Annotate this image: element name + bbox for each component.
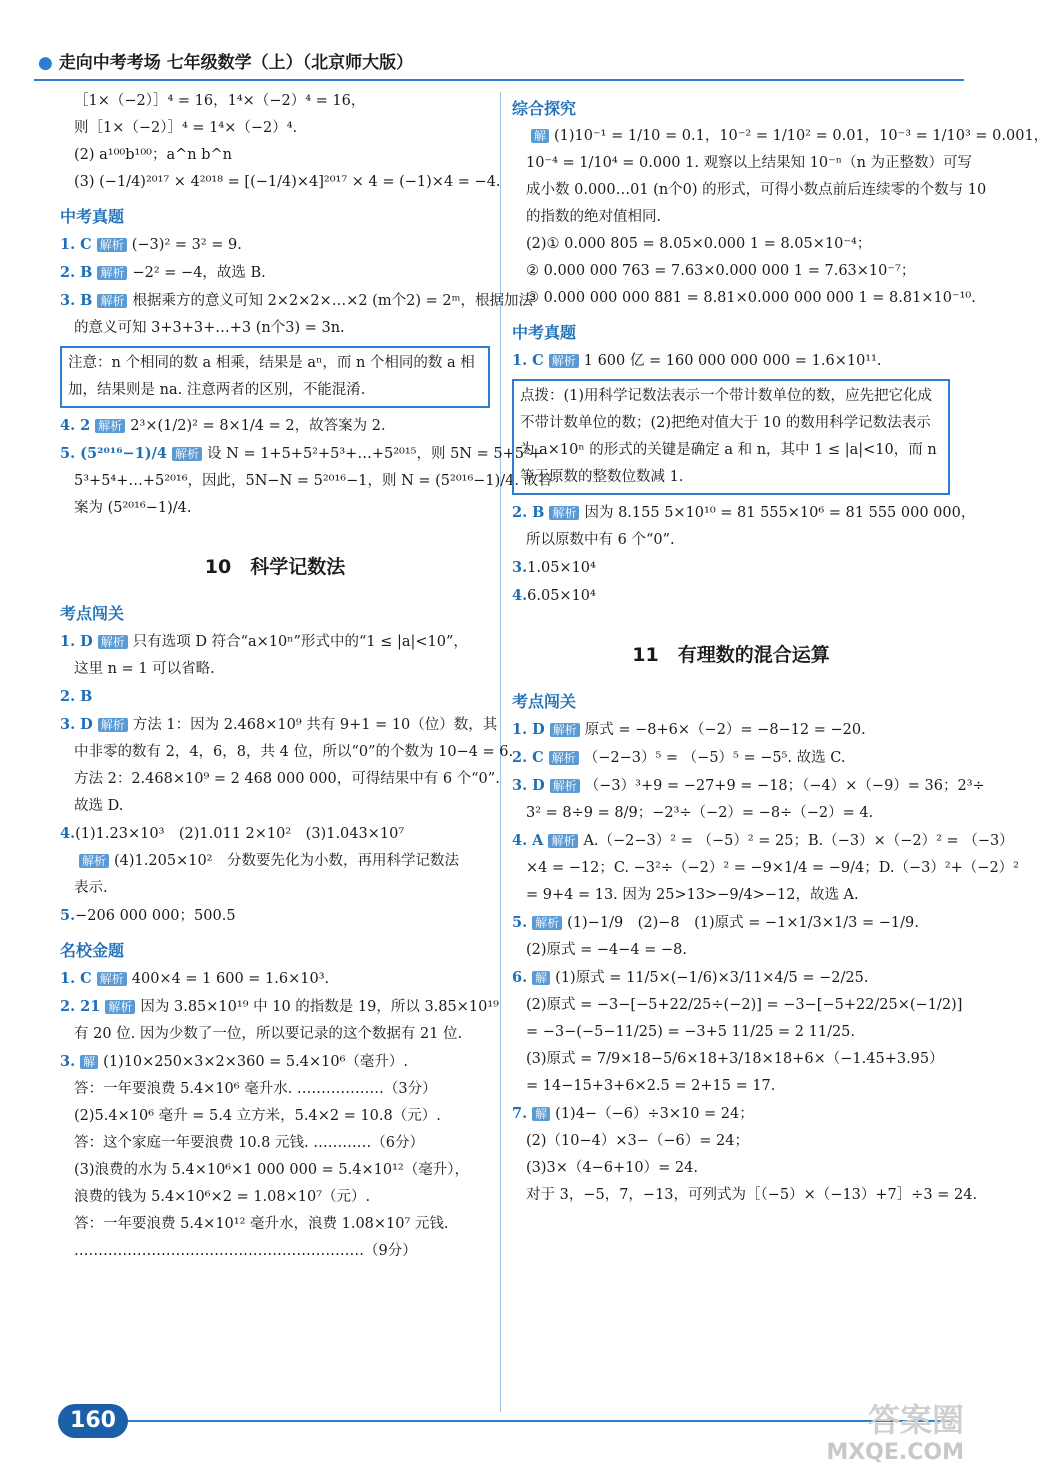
answer-text: (−3)² = 3² = 9. bbox=[131, 237, 242, 253]
answer-text: 设 N = 1+5+5²+5³+…+5²⁰¹⁵，则 5N = 5+5²+ bbox=[207, 446, 542, 462]
answer-line bbox=[512, 1155, 950, 1182]
answer-line bbox=[512, 554, 950, 582]
footer-divider bbox=[120, 1420, 950, 1422]
note-box-right bbox=[512, 379, 950, 495]
page-header bbox=[38, 48, 413, 73]
section-mingxiao: 名校金题 bbox=[60, 941, 125, 960]
answer-text: 成小数 0.000…01 (n个0) 的形式，可得小数点前后连续零的个数与 10 bbox=[526, 182, 987, 198]
answer-line bbox=[512, 582, 950, 610]
chapter-title-10: 10 科学记数法 bbox=[204, 556, 346, 578]
chapter-title-11: 11 有理数的混合运算 bbox=[632, 644, 830, 666]
analysis-tag: 解析 bbox=[97, 238, 127, 252]
answer-text: ② 0.000 000 763 = 7.63×0.000 000 1 = 7.63×10⁻⁷； bbox=[526, 263, 916, 279]
answer-text: 案为 (5²⁰¹⁶−1)/4. bbox=[74, 500, 192, 516]
answer-line bbox=[512, 909, 950, 937]
answer-text: （−2−3）⁵ = （−5）⁵ = −5⁵. 故选 C. bbox=[583, 750, 846, 766]
answer-text: = 9+4 = 13. 因为 25>13>−9/4>−12，故选 A. bbox=[526, 887, 859, 903]
analysis-tag: 解析 bbox=[79, 854, 109, 868]
answer-line bbox=[60, 875, 490, 902]
answer-text: 2³×(1/2)² = 8×1/4 = 2，故答案为 2. bbox=[130, 418, 386, 434]
book-subtitle: 七年级数学（上）（北京师大版） bbox=[166, 53, 414, 73]
answer-line bbox=[60, 1021, 490, 1048]
answer-line bbox=[60, 965, 490, 993]
answer-number: 1. D bbox=[60, 633, 93, 650]
answer-line bbox=[512, 964, 950, 992]
watermark-url: MXQE.COM bbox=[826, 1440, 964, 1465]
analysis-tag: 解析 bbox=[98, 718, 128, 732]
answer-number: 5. bbox=[60, 907, 76, 924]
answer-line bbox=[60, 766, 500, 793]
answer-text: 10⁻⁴ = 1/10⁴ = 0.000 1. 观察以上结果知 10⁻ⁿ（n 为正整数）可写 bbox=[526, 155, 973, 171]
answer-line bbox=[60, 1130, 490, 1157]
answer-number: 3. B bbox=[60, 292, 93, 309]
analysis-tag: 解析 bbox=[550, 723, 580, 737]
answer-text: (3)浪费的水为 5.4×10⁶×1 000 000 = 5.4×10¹²（毫升）， bbox=[74, 1162, 469, 1178]
answer-line bbox=[60, 1076, 490, 1103]
answer-text: 1 600 亿 = 160 000 000 000 = 1.6×10¹¹. bbox=[583, 353, 882, 369]
analysis-tag: 解析 bbox=[97, 266, 127, 280]
answer-line bbox=[512, 204, 950, 231]
answer-number: 4. bbox=[60, 825, 76, 842]
answer-line bbox=[512, 716, 950, 744]
answer-number: 2. 21 bbox=[60, 998, 101, 1015]
answer-line bbox=[60, 1048, 490, 1076]
answer-text: (2)原式 = −4−4 = −8. bbox=[526, 942, 688, 958]
answer-text: 表示. bbox=[74, 880, 108, 896]
answer-number: 3. bbox=[60, 1053, 76, 1070]
answer-line bbox=[512, 827, 1014, 855]
analysis-tag: 解 bbox=[532, 1107, 550, 1121]
answer-number: 3. D bbox=[60, 716, 93, 733]
answer-line bbox=[512, 855, 1019, 882]
answer-text: ……………………………………………………（9分） bbox=[74, 1243, 417, 1259]
answer-text: (4)1.205×10² 分数要先化为小数，再用科学记数法 bbox=[114, 853, 459, 869]
answer-text: 答：一年要浪费 5.4×10¹² 毫升水，浪费 1.08×10⁷ 元钱. bbox=[74, 1216, 449, 1232]
left-mingxiao-list bbox=[60, 965, 499, 1265]
answer-line bbox=[512, 231, 950, 258]
answer-line bbox=[512, 1046, 950, 1073]
right-zonghe-list bbox=[512, 123, 1048, 312]
answer-text: (2)① 0.000 805 = 8.05×0.000 1 = 8.05×10⁻⁴； bbox=[526, 236, 872, 252]
answer-text: (2)5.4×10⁶ 毫升 = 5.4 立方米，5.4×2 = 10.8（元）. bbox=[74, 1108, 441, 1124]
answer-line bbox=[60, 902, 490, 930]
analysis-tag: 解 bbox=[80, 1055, 98, 1069]
answer-number: 2. B bbox=[60, 688, 93, 705]
answer-text: = 14−15+3+6×2.5 = 2+15 = 17. bbox=[526, 1078, 776, 1094]
answer-text: A.（−2−3）² = （−5）² = 25；B.（−3）×（−2）² = （−3） bbox=[583, 833, 1014, 849]
answer-number: 2. B bbox=[60, 264, 93, 281]
answer-text: 所以原数中有 6 个“0”. bbox=[526, 532, 675, 548]
left-kaodian-list bbox=[60, 628, 514, 930]
answer-line: (3) (−1/4)²⁰¹⁷ × 4²⁰¹⁸ = [(−1/4)×4]²⁰¹⁷ × 4 = (−1)×4 = −4. bbox=[74, 174, 501, 190]
section-zhongkao-left: 中考真题 bbox=[60, 207, 125, 226]
analysis-tag: 解析 bbox=[549, 354, 579, 368]
answer-line bbox=[512, 123, 1048, 150]
answer-text: 因为 3.85×10¹⁹ 中 10 的指数是 19，所以 3.85×10¹⁹ bbox=[140, 999, 499, 1015]
answer-text: 方法 2：2.468×10⁹ = 2 468 000 000，可得结果中有 6 个“0”. bbox=[74, 771, 500, 787]
analysis-tag: 解析 bbox=[97, 294, 127, 308]
answer-line bbox=[60, 315, 490, 342]
answer-number: 4. bbox=[512, 587, 528, 604]
right-zhongkao-list bbox=[512, 347, 950, 375]
answer-line bbox=[60, 1211, 490, 1238]
answer-line bbox=[60, 1103, 490, 1130]
answer-line bbox=[60, 1157, 490, 1184]
answer-line bbox=[512, 1182, 978, 1209]
answer-line bbox=[60, 739, 514, 766]
answer-text: 根据乘方的意义可知 2×2×2×…×2 (m个2) = 2ᵐ，根据加法 bbox=[132, 293, 533, 309]
answer-line: (2) a¹⁰⁰b¹⁰⁰；a^n b^n bbox=[74, 147, 232, 163]
answer-text: (1)10⁻¹ = 1/10 = 0.1，10⁻² = 1/10² = 0.01，10⁻³ = 1/10³ = 0.001， bbox=[554, 128, 1048, 144]
answer-line bbox=[512, 150, 973, 177]
note-text: 注意：n 个相同的数 a 相乘，结果是 aⁿ，而 n 个相同的数 a 相加，结果则是 na. 注意两者的区别，不能混淆. bbox=[68, 355, 475, 398]
analysis-tag: 解析 bbox=[549, 506, 579, 520]
book-title: 走向中考考场 bbox=[58, 53, 161, 73]
right-kaodian-list bbox=[512, 716, 1019, 1209]
answer-number: 7. bbox=[512, 1105, 528, 1122]
answer-line bbox=[512, 499, 976, 527]
analysis-tag: 解析 bbox=[172, 447, 202, 461]
answer-line: ［1×（−2）］⁴ = 16，1⁴×（−2）⁴ = 16， bbox=[74, 93, 366, 109]
analysis-tag: 解析 bbox=[97, 972, 127, 986]
answer-number: 4. A bbox=[512, 832, 544, 849]
answer-line bbox=[512, 1019, 950, 1046]
answer-line bbox=[512, 1073, 950, 1100]
answer-line bbox=[512, 527, 950, 554]
answer-number: 4. 2 bbox=[60, 417, 91, 434]
answer-line bbox=[60, 1184, 490, 1211]
note-text: 点拨：(1)用科学记数法表示一个带计数单位的数，应先把它化成不带计数单位的数；(2)把绝对值大于 10 的数用科学记数法表示为 a×10ⁿ 的形式的关键是确定 a 和 n，其中 1 ≤ |a|<10，而 n 等于原数的整数位数减 1. bbox=[520, 388, 937, 485]
answer-text: (3)3×（4−6+10）= 24. bbox=[526, 1160, 698, 1176]
analysis-tag: 解析 bbox=[548, 834, 578, 848]
left-zhongkao-list bbox=[60, 231, 533, 342]
answer-line bbox=[60, 793, 490, 820]
analysis-tag: 解析 bbox=[98, 635, 128, 649]
answer-line bbox=[60, 287, 533, 315]
answer-line bbox=[60, 231, 490, 259]
answer-line bbox=[512, 347, 950, 375]
answer-text: 1.05×10⁴ bbox=[527, 560, 596, 576]
analysis-tag: 解 bbox=[531, 129, 549, 143]
answer-text: 原式 = −8+6×（−2）= −8−12 = −20. bbox=[584, 722, 866, 738]
answer-number: 3. bbox=[512, 559, 528, 576]
answer-text: (1)原式 = 11/5×(−1/6)×3/11×4/5 = −2/25. bbox=[555, 970, 869, 986]
answer-line bbox=[512, 177, 987, 204]
answer-line bbox=[60, 848, 490, 875]
answer-line bbox=[60, 412, 490, 440]
answer-line bbox=[512, 285, 976, 312]
answer-number: 1. C bbox=[512, 352, 544, 369]
answer-text: 的指数的绝对值相同. bbox=[526, 209, 662, 225]
answer-text: 只有选项 D 符合“a×10ⁿ”形式中的“1 ≤ |a|<10”， bbox=[132, 634, 468, 650]
answer-text: 的意义可知 3+3+3+…+3 (n个3) = 3n. bbox=[74, 320, 345, 336]
answer-line bbox=[60, 656, 490, 683]
section-zhongkao-right: 中考真题 bbox=[512, 323, 577, 342]
answer-text: 答：这个家庭一年要浪费 10.8 元钱. …………（6分） bbox=[74, 1135, 424, 1151]
answer-text: 对于 3，−5，7，−13，可列式为［（−5）×（−13）+7］÷3 = 24. bbox=[526, 1187, 978, 1203]
right-column bbox=[512, 88, 1048, 1209]
answer-line: 则［1×（−2）］⁴ = 1⁴×（−2）⁴. bbox=[74, 120, 298, 136]
answer-line bbox=[60, 440, 542, 468]
answer-text: 故选 D. bbox=[74, 798, 124, 814]
page-number: 160 bbox=[58, 1404, 128, 1438]
answer-line bbox=[512, 992, 963, 1019]
analysis-tag: 解析 bbox=[532, 916, 562, 930]
answer-number: 6. bbox=[512, 969, 528, 986]
answer-text: (1)1.23×10³ (2)1.011 2×10² (3)1.043×10⁷ bbox=[75, 826, 405, 842]
answer-number: 1. C bbox=[60, 236, 92, 253]
answer-text: 这里 n = 1 可以省略. bbox=[74, 661, 215, 677]
answer-text: 方法 1：因为 2.468×10⁹ 共有 9+1 = 10（位）数，其 bbox=[132, 717, 498, 733]
answer-text: 中非零的数有 2，4，6，8，共 4 位，所以“0”的个数为 10−4 = 6. bbox=[74, 744, 514, 760]
answer-number: 2. B bbox=[512, 504, 545, 521]
answer-line bbox=[60, 711, 498, 739]
answer-number: 5. bbox=[512, 914, 528, 931]
answer-text: = −3−(−5−11/25) = −3+5 11/25 = 2 11/25. bbox=[526, 1024, 856, 1040]
analysis-tag: 解析 bbox=[95, 419, 125, 433]
answer-line bbox=[60, 820, 490, 848]
answer-line bbox=[60, 628, 490, 656]
answer-line bbox=[60, 468, 553, 495]
left-top-block bbox=[60, 88, 501, 196]
answer-text: (1)−1/9 (2)−8 (1)原式 = −1×1/3×1/3 = −1/9. bbox=[567, 915, 919, 931]
answer-text: (3)原式 = 7/9×18−5/6×18+3/18×18+6×（−1.45+3.95） bbox=[526, 1051, 944, 1067]
answer-line bbox=[512, 937, 950, 964]
answer-text: 浪费的钱为 5.4×10⁶×2 = 1.08×10⁷（元）. bbox=[74, 1189, 371, 1205]
answer-line bbox=[512, 882, 950, 909]
answer-number: 1. C bbox=[60, 970, 92, 987]
answer-line bbox=[512, 1100, 950, 1128]
answer-number: 3. D bbox=[512, 777, 545, 794]
answer-text: ③ 0.000 000 000 881 = 8.81×0.000 000 000 1 = 8.81×10⁻¹⁰. bbox=[526, 290, 976, 306]
answer-line bbox=[512, 772, 985, 800]
section-zonghe: 综合探究 bbox=[512, 99, 577, 118]
answer-text: (2)原式 = −3−[−5+22/25÷(−2)] = −3−[−5+22/25×(−1/2)] bbox=[526, 997, 963, 1013]
answer-line bbox=[512, 800, 950, 827]
answer-text: 6.05×10⁴ bbox=[527, 588, 596, 604]
answer-text: 5³+5⁴+…+5²⁰¹⁶，因此，5N−N = 5²⁰¹⁶−1，则 N = (5²⁰¹⁶−1)/4. 故答 bbox=[74, 473, 553, 489]
answer-text: 答：一年要浪费 5.4×10⁶ 毫升水. ………………（3分） bbox=[74, 1081, 437, 1097]
answer-text: （−3）³+9 = −27+9 = −18；（−4）×（−9）= 36；2³÷ bbox=[584, 778, 985, 794]
analysis-tag: 解析 bbox=[105, 1000, 135, 1014]
analysis-tag: 解 bbox=[532, 971, 550, 985]
answer-text: 因为 8.155 5×10¹⁰ = 81 555×10⁶ = 81 555 000 000， bbox=[584, 505, 976, 521]
answer-line bbox=[60, 993, 499, 1021]
header-divider bbox=[34, 79, 964, 81]
answer-text: 有 20 位. 因为少数了一位，所以要记录的这个数据有 21 位. bbox=[74, 1026, 463, 1042]
section-kaodian-left: 考点闯关 bbox=[60, 604, 125, 623]
answer-text: −2² = −4，故选 B. bbox=[132, 265, 266, 281]
section-kaodian-right: 考点闯关 bbox=[512, 692, 577, 711]
analysis-tag: 解析 bbox=[549, 751, 579, 765]
answer-line bbox=[60, 683, 490, 711]
answer-line bbox=[512, 1128, 950, 1155]
answer-text: (1)10×250×3×2×360 = 5.4×10⁶（毫升）. bbox=[103, 1054, 408, 1070]
answer-line bbox=[512, 258, 950, 285]
answer-text: (2)（10−4）×3−（−6）= 24； bbox=[526, 1133, 749, 1149]
answer-text: 400×4 = 1 600 = 1.6×10³. bbox=[131, 971, 330, 987]
answer-text: 3² = 8÷9 = 8/9；−2³÷（−2）= −8÷（−2）= 4. bbox=[526, 805, 874, 821]
note-box-left bbox=[60, 346, 490, 408]
answer-text: (1)4−（−6）÷3×10 = 24； bbox=[555, 1106, 754, 1122]
answer-text: ×4 = −12；C. −3²÷（−2）² = −9×1/4 = −9/4；D.（−3）²+（−2）² bbox=[526, 860, 1019, 876]
answer-number: 2. C bbox=[512, 749, 544, 766]
answer-number: 1. D bbox=[512, 721, 545, 738]
analysis-tag: 解析 bbox=[550, 779, 580, 793]
answer-line bbox=[60, 1238, 490, 1265]
answer-number: 5. (5²⁰¹⁶−1)/4 bbox=[60, 445, 168, 462]
answer-line bbox=[60, 495, 490, 522]
answer-line bbox=[512, 744, 950, 772]
answer-text: −206 000 000；500.5 bbox=[75, 908, 236, 924]
answer-line bbox=[60, 259, 490, 287]
header-dot-icon: ● bbox=[38, 53, 53, 73]
right-zhongkao-list-2 bbox=[512, 499, 976, 610]
watermark-logo: 答案圈 bbox=[867, 1401, 964, 1439]
